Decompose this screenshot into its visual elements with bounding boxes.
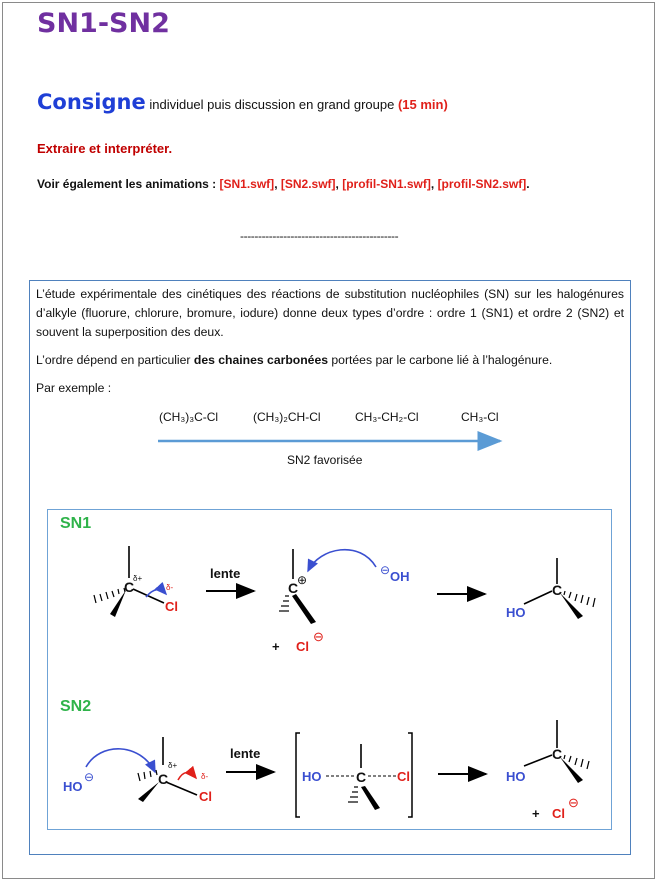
carbon-atom: C [288,580,299,596]
example-intro: Par exemple : [36,381,112,395]
plus-charge: ⊕ [297,573,308,587]
consigne-duration: (15 min) [397,97,448,112]
link-separator: , [430,177,438,191]
delta-plus: δ+ [133,574,143,583]
link-separator: , [335,177,343,191]
ts-hydroxyl: HO [302,769,322,784]
nucleophile-arrow [86,749,155,772]
wedge-bond [361,786,380,810]
nucleophile-arrow [308,550,376,571]
hashed-bond [348,787,358,802]
chloride-ion: Cl [296,639,309,654]
link-profil-sn1-swf[interactable]: [profil-SN1.swf] [342,177,431,191]
carbon-atom: C [552,746,563,762]
leaving-arrow [178,772,196,780]
carbon-atom: C [124,579,135,595]
bond [166,782,197,795]
paragraph-kinetics: L’étude expérimentale des cinétiques des réactions de substitution nucléophiles (SN) sur les halogénures d’alkyle (fluorure, chlorure, bromure, iodure) donne deux types d’ordre : ordre 1 (SN1) et ordre 2 (SN2) et souvent la superposition des deux. [36,287,624,339]
page-title: SN1-SN2 [37,8,170,39]
animations-end: . [526,177,530,191]
consigne-heading: Consigne [37,90,146,114]
molecule-tertiary: (CH₃)₃C-Cl [159,410,219,424]
hydroxide-charge: ⊖ [84,770,95,784]
hydroxide-charge: ⊖ [380,563,391,577]
sn1-carbocation [272,549,410,654]
sn2-step-label: lente [230,746,261,761]
animations-prefix: Voir également les animations : [37,177,220,191]
paragraph-order-bold: des chaines carbonées [193,353,329,367]
delta-plus: δ+ [168,761,178,770]
bond [524,755,552,766]
ts-carbon: C [356,769,367,785]
wedge-bond [560,757,583,783]
delta-minus: δ- [201,772,209,781]
chloride-charge: ⊖ [313,629,324,644]
sn1-product [506,558,595,620]
sn2-transition-state [296,733,412,817]
hydroxyl-group: HO [506,769,526,784]
plus-sign: + [272,639,280,654]
paragraph-order-start: L’ordre dépend en particulier [36,353,194,367]
sn1-step-label: lente [210,566,241,581]
instruction: Extraire et interpréter. [37,141,173,156]
sn2-trend-label: SN2 favorisée [287,453,363,467]
hydroxide: OH [390,569,410,584]
wedge-bond [292,594,316,624]
bond [524,591,552,604]
carbon-atom: C [552,582,563,598]
carbon-atom: C [158,771,169,787]
molecule-primary: CH₃-CH₂-Cl [355,410,419,424]
dashed-separator: -------------------------------------------- [240,229,399,243]
ts-chlorine: Cl [397,769,410,784]
hashed-bond [279,596,289,611]
chloride-charge: ⊖ [568,795,579,810]
sn1-substrate [94,546,178,617]
sn2-substrate [63,737,212,804]
paragraph-order-end: portées par le carbone lié à l’halogénure. [328,353,553,367]
sn2-label: SN2 [60,698,92,715]
sn2-product [506,720,589,821]
chlorine-atom: Cl [199,789,212,804]
chloride-ion: Cl [552,806,565,821]
wedge-bond [138,782,159,802]
left-bracket [296,733,300,817]
chlorine-atom: Cl [165,599,178,614]
delta-minus: δ- [166,583,174,592]
hydroxyl-group: HO [506,605,526,620]
molecule-methyl: CH₃-Cl [461,410,499,424]
bond [133,589,164,603]
sn1-label: SN1 [60,515,92,532]
link-sn2-swf[interactable]: [SN2.swf] [280,177,336,191]
molecule-secondary: (CH₃)₂CH-Cl [253,410,321,424]
link-sn1-swf[interactable]: [SN1.swf] [219,177,275,191]
link-profil-sn2-swf[interactable]: [profil-SN2.swf] [437,177,527,191]
hydroxide: HO [63,779,83,794]
link-separator: , [274,177,281,191]
plus-sign: + [532,806,540,821]
wedge-bond [560,593,583,619]
consigne-text: individuel puis discussion en grand groupe [149,97,395,112]
